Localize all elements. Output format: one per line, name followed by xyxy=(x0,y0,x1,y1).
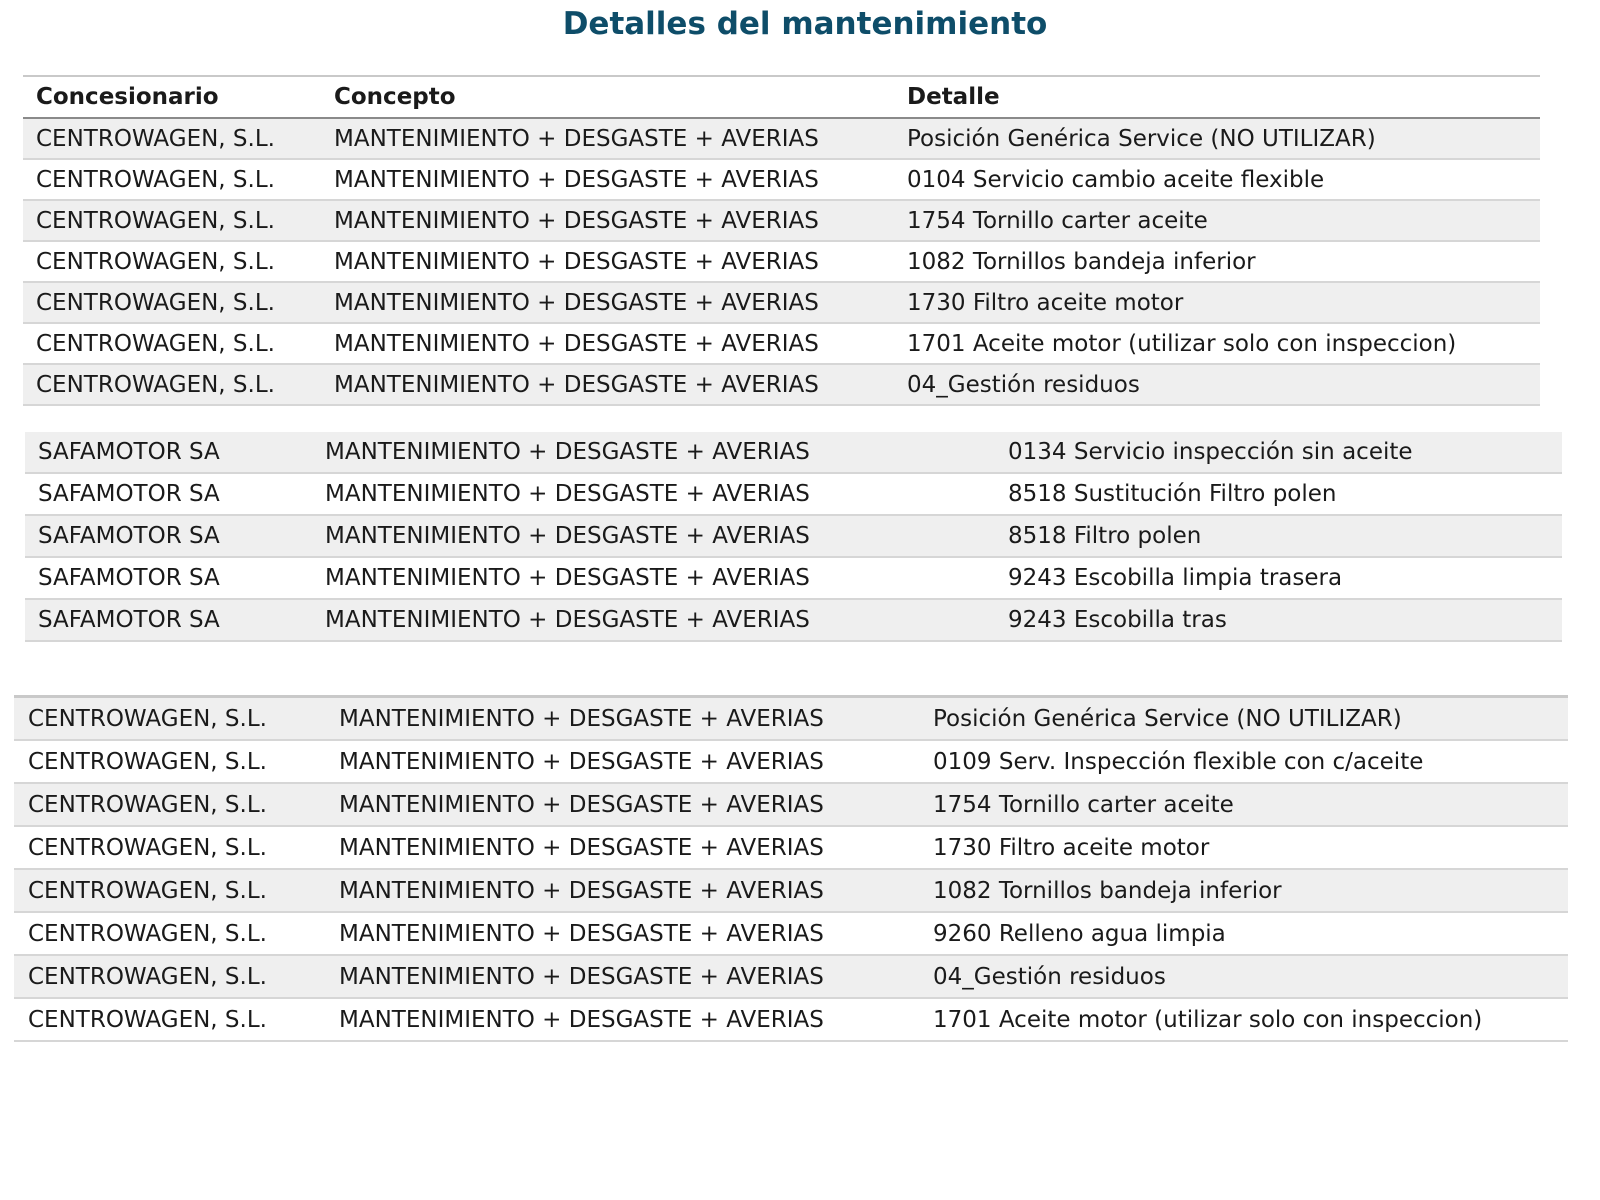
table-row xyxy=(23,323,1540,364)
cell-concepto: MANTENIMIENTO + DESGASTE + AVERIAS xyxy=(312,432,995,473)
cell-concesionario: SAFAMOTOR SA xyxy=(25,599,312,641)
cell-detalle: 0134 Servicio inspección sin aceite xyxy=(995,432,1562,473)
cell-detalle: 1082 Tornillos bandeja inferior xyxy=(919,869,1568,912)
cell-concesionario: CENTROWAGEN, S.L. xyxy=(14,955,325,998)
cell-detalle: 8518 Sustitución Filtro polen xyxy=(995,473,1562,515)
maintenance-table-centrowagen-1 xyxy=(23,75,1540,406)
cell-concepto: MANTENIMIENTO + DESGASTE + AVERIAS xyxy=(312,515,995,557)
table xyxy=(23,77,1540,406)
cell-detalle: 1730 Filtro aceite motor xyxy=(919,826,1568,869)
cell-concepto: MANTENIMIENTO + DESGASTE + AVERIAS xyxy=(321,159,894,200)
table-row xyxy=(23,282,1540,323)
table-row xyxy=(14,740,1568,783)
cell-concesionario: CENTROWAGEN, S.L. xyxy=(14,783,325,826)
cell-detalle: 8518 Filtro polen xyxy=(995,515,1562,557)
cell-detalle: 9243 Escobilla tras xyxy=(995,599,1562,641)
cell-concesionario: CENTROWAGEN, S.L. xyxy=(23,118,321,159)
cell-concepto: MANTENIMIENTO + DESGASTE + AVERIAS xyxy=(321,200,894,241)
cell-detalle: 1082 Tornillos bandeja inferior xyxy=(894,241,1540,282)
cell-detalle: 9243 Escobilla limpia trasera xyxy=(995,557,1562,599)
table-row xyxy=(25,432,1562,473)
cell-concesionario: SAFAMOTOR SA xyxy=(25,432,312,473)
cell-concesionario: CENTROWAGEN, S.L. xyxy=(23,364,321,405)
cell-concepto: MANTENIMIENTO + DESGASTE + AVERIAS xyxy=(325,912,919,955)
cell-concepto: MANTENIMIENTO + DESGASTE + AVERIAS xyxy=(325,955,919,998)
cell-detalle: Posición Genérica Service (NO UTILIZAR) xyxy=(919,698,1568,740)
cell-concepto: MANTENIMIENTO + DESGASTE + AVERIAS xyxy=(312,557,995,599)
cell-detalle: 1730 Filtro aceite motor xyxy=(894,282,1540,323)
cell-detalle: 1754 Tornillo carter aceite xyxy=(919,783,1568,826)
cell-concepto: MANTENIMIENTO + DESGASTE + AVERIAS xyxy=(325,783,919,826)
cell-detalle: 0109 Serv. Inspección flexible con c/aceite xyxy=(919,740,1568,783)
table-row xyxy=(14,998,1568,1041)
table-row xyxy=(23,159,1540,200)
cell-concesionario: SAFAMOTOR SA xyxy=(25,557,312,599)
cell-concepto: MANTENIMIENTO + DESGASTE + AVERIAS xyxy=(312,599,995,641)
cell-detalle: 1754 Tornillo carter aceite xyxy=(894,200,1540,241)
column-header-concepto: Concepto xyxy=(321,77,894,118)
cell-detalle: 04_Gestión residuos xyxy=(894,364,1540,405)
cell-concesionario: CENTROWAGEN, S.L. xyxy=(14,869,325,912)
table-row xyxy=(25,473,1562,515)
cell-detalle: 1701 Aceite motor (utilizar solo con inspeccion) xyxy=(919,998,1568,1041)
cell-concesionario: CENTROWAGEN, S.L. xyxy=(23,241,321,282)
cell-concesionario: CENTROWAGEN, S.L. xyxy=(14,740,325,783)
table-header-row xyxy=(23,77,1540,118)
cell-concesionario: CENTROWAGEN, S.L. xyxy=(14,826,325,869)
cell-concepto: MANTENIMIENTO + DESGASTE + AVERIAS xyxy=(321,323,894,364)
cell-concesionario: SAFAMOTOR SA xyxy=(25,473,312,515)
cell-concesionario: CENTROWAGEN, S.L. xyxy=(14,998,325,1041)
table-row xyxy=(14,826,1568,869)
cell-concesionario: CENTROWAGEN, S.L. xyxy=(14,698,325,740)
cell-concesionario: CENTROWAGEN, S.L. xyxy=(23,159,321,200)
page-title: Detalles del mantenimiento xyxy=(562,6,1048,42)
cell-concepto: MANTENIMIENTO + DESGASTE + AVERIAS xyxy=(312,473,995,515)
maintenance-table-centrowagen-2 xyxy=(14,695,1568,1042)
cell-concepto: MANTENIMIENTO + DESGASTE + AVERIAS xyxy=(325,998,919,1041)
cell-concesionario: SAFAMOTOR SA xyxy=(25,515,312,557)
table xyxy=(25,432,1562,642)
cell-concepto: MANTENIMIENTO + DESGASTE + AVERIAS xyxy=(325,869,919,912)
cell-detalle: 0104 Servicio cambio aceite flexible xyxy=(894,159,1540,200)
table-row xyxy=(14,783,1568,826)
cell-concepto: MANTENIMIENTO + DESGASTE + AVERIAS xyxy=(325,826,919,869)
cell-concepto: MANTENIMIENTO + DESGASTE + AVERIAS xyxy=(325,740,919,783)
cell-detalle: 04_Gestión residuos xyxy=(919,955,1568,998)
table-row xyxy=(25,557,1562,599)
table-row xyxy=(23,200,1540,241)
table-row xyxy=(23,364,1540,405)
column-header-detalle: Detalle xyxy=(894,77,1540,118)
cell-detalle: 1701 Aceite motor (utilizar solo con inspeccion) xyxy=(894,323,1540,364)
cell-concepto: MANTENIMIENTO + DESGASTE + AVERIAS xyxy=(321,241,894,282)
table-row xyxy=(23,241,1540,282)
table xyxy=(14,698,1568,1042)
cell-concepto: MANTENIMIENTO + DESGASTE + AVERIAS xyxy=(325,698,919,740)
table-row xyxy=(25,599,1562,641)
table-row xyxy=(14,955,1568,998)
cell-concepto: MANTENIMIENTO + DESGASTE + AVERIAS xyxy=(321,364,894,405)
cell-concepto: MANTENIMIENTO + DESGASTE + AVERIAS xyxy=(321,118,894,159)
cell-detalle: Posición Genérica Service (NO UTILIZAR) xyxy=(894,118,1540,159)
cell-concesionario: CENTROWAGEN, S.L. xyxy=(23,323,321,364)
table-row xyxy=(14,869,1568,912)
table-row xyxy=(14,698,1568,740)
table-row xyxy=(25,515,1562,557)
table-row xyxy=(14,912,1568,955)
cell-detalle: 9260 Relleno agua limpia xyxy=(919,912,1568,955)
table-row xyxy=(23,118,1540,159)
cell-concesionario: CENTROWAGEN, S.L. xyxy=(23,282,321,323)
maintenance-table-safamotor xyxy=(25,432,1562,642)
cell-concesionario: CENTROWAGEN, S.L. xyxy=(23,200,321,241)
cell-concepto: MANTENIMIENTO + DESGASTE + AVERIAS xyxy=(321,282,894,323)
cell-concesionario: CENTROWAGEN, S.L. xyxy=(14,912,325,955)
column-header-concesionario: Concesionario xyxy=(23,77,321,118)
